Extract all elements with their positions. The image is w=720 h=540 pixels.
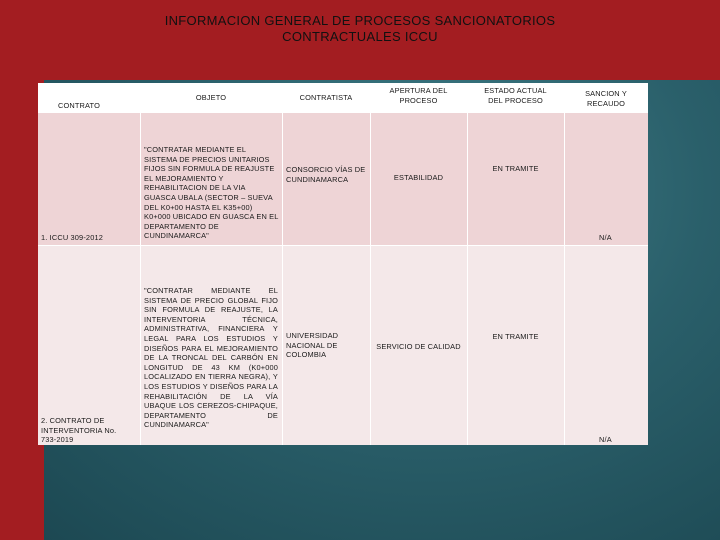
row1-objeto	[140, 113, 282, 246]
row2-estado-text: EN TRAMITE	[492, 332, 539, 341]
row1-contratista	[282, 113, 370, 246]
header-sancion-label: SANCION Y RECAUDO	[585, 89, 627, 108]
row2-contrato-text: 2. CONTRATO DE INTERVENTORIA No. 733-2019	[41, 416, 117, 445]
header-contratista-label: CONTRATISTA	[299, 93, 353, 102]
title-line-1: INFORMACION GENERAL DE PROCESOS SANCIONATORIOS	[164, 13, 556, 28]
row2-sancion	[564, 246, 648, 445]
column-divider	[140, 113, 141, 445]
header-estado-label: ESTADO ACTUAL DEL PROCESO	[484, 86, 547, 105]
row1-contrato	[38, 113, 140, 246]
header-contratista	[282, 83, 370, 113]
row1-estado	[467, 113, 564, 246]
row1-sancion	[564, 113, 648, 246]
column-divider	[282, 113, 283, 445]
column-divider	[564, 113, 565, 445]
row2-contratista-text: UNIVERSIDAD NACIONAL DE COLOMBIA	[286, 331, 339, 360]
row2-objeto	[140, 246, 282, 445]
header-apertura-label: APERTURA DEL PROCESO	[389, 86, 448, 105]
row1-contratista-text: CONSORCIO VÍAS DE CUNDINAMARCA	[286, 165, 366, 184]
header-sancion	[564, 83, 648, 113]
row1-contrato-text: 1. ICCU 309-2012	[41, 233, 103, 243]
row2-contrato	[38, 246, 140, 445]
page-title	[0, 13, 720, 45]
row2-contratista	[282, 246, 370, 445]
row1-apertura	[370, 113, 467, 246]
row1-objeto-text: "CONTRATAR MEDIANTE EL SISTEMA DE PRECIOS UNITARIOS FIJOS SIN FORMULA DE REAJUSTE EL MEJORAMIENTO Y REHABILITACION DE LA VIA GUASCA UBALA (SECTOR – SUEVA DEL K0+00 HASTA EL K35+00) K0+000 UBICADO EN GUASCA EN EL DEPARTAMENTO DE CUNDINAMARCA"	[144, 145, 279, 241]
row2-apertura-text: SERVICIO DE CALIDAD	[376, 342, 461, 351]
process-table	[38, 83, 648, 445]
header-objeto-label: OBJETO	[195, 93, 227, 102]
row1-apertura-text: ESTABILIDAD	[393, 173, 444, 182]
title-line-2: CONTRACTUALES ICCU	[282, 29, 438, 44]
column-divider	[370, 113, 371, 445]
row-divider	[38, 245, 648, 246]
column-divider	[467, 113, 468, 445]
header-contrato-label: CONTRATO	[58, 101, 100, 111]
row2-estado	[467, 246, 564, 445]
header-objeto	[140, 83, 282, 113]
row2-objeto-text: "CONTRATAR MEDIANTE EL SISTEMA DE PRECIO GLOBAL FIJO SIN FORMULA DE REAJUSTE, LA INTERVENTORIA TÉCNICA, ADMINISTRATIVA, FINANCIERA Y LEGAL PARA LOS ESTUDIOS Y DISEÑOS PARA EL MEJORAMIENTO DE LA TRONCAL DEL CARBÓN EN LONGITUD DE 43 KM (K0+000 LOCALIZADO EN TIERRA NEGRA), Y LOS ESTUDIOS Y DISEÑOS PARA LA REHABILITACIÓN DE LA VÍA UBAQUE LOS CEREZOS-CHIPAQUE, DEPARTAMENTO DE CUNDINAMARCA"	[144, 286, 278, 430]
row1-sancion-text: N/A	[599, 233, 612, 243]
row2-sancion-text: N/A	[599, 435, 612, 445]
header-apertura	[370, 83, 467, 113]
header-estado	[467, 83, 564, 113]
row1-estado-text: EN TRAMITE	[492, 164, 539, 173]
row2-apertura	[370, 246, 467, 445]
header-contrato	[38, 83, 140, 113]
